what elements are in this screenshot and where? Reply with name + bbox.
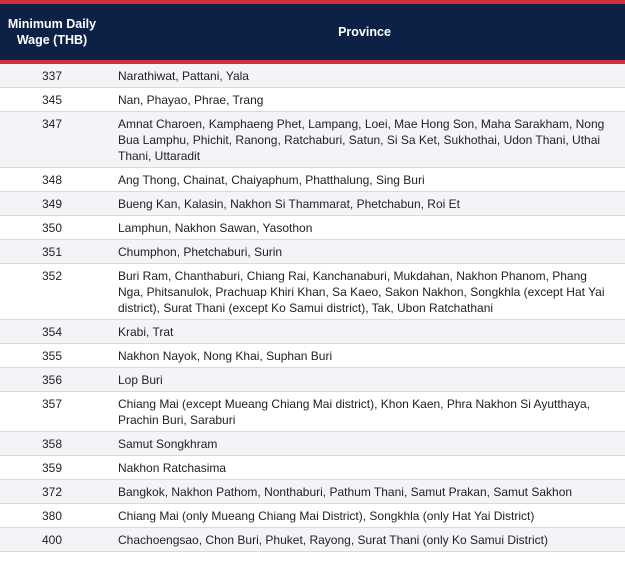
wage-cell: 357 (0, 392, 104, 432)
table-row (0, 504, 625, 528)
table-row (0, 240, 625, 264)
province-cell: Bangkok, Nakhon Pathom, Nonthaburi, Pathum Thani, Samut Prakan, Samut Sakhon (104, 480, 625, 504)
table-row (0, 432, 625, 456)
wage-column-header-label: Minimum Daily Wage (THB) (7, 17, 97, 47)
table-header (0, 4, 625, 62)
province-cell: Narathiwat, Pattani, Yala (104, 62, 625, 88)
table-body (0, 62, 625, 552)
province-cell: Nakhon Nayok, Nong Khai, Suphan Buri (104, 344, 625, 368)
province-cell: Lamphun, Nakhon Sawan, Yasothon (104, 216, 625, 240)
province-cell: Samut Songkhram (104, 432, 625, 456)
table-row (0, 344, 625, 368)
wage-cell: 351 (0, 240, 104, 264)
wage-cell: 354 (0, 320, 104, 344)
table-row (0, 112, 625, 168)
table-row (0, 392, 625, 432)
table-row (0, 368, 625, 392)
table-row (0, 528, 625, 552)
wage-cell: 348 (0, 168, 104, 192)
province-cell: Lop Buri (104, 368, 625, 392)
wage-cell: 337 (0, 62, 104, 88)
table-row (0, 192, 625, 216)
table-row (0, 264, 625, 320)
province-cell: Chumphon, Phetchaburi, Surin (104, 240, 625, 264)
table-row (0, 320, 625, 344)
province-cell: Ang Thong, Chainat, Chaiyaphum, Phatthalung, Sing Buri (104, 168, 625, 192)
province-column-header (104, 4, 625, 62)
province-cell: Chiang Mai (only Mueang Chiang Mai District), Songkhla (only Hat Yai District) (104, 504, 625, 528)
wage-cell: 345 (0, 88, 104, 112)
minimum-wage-table (0, 4, 625, 552)
table-row (0, 168, 625, 192)
wage-cell: 347 (0, 112, 104, 168)
wage-cell: 372 (0, 480, 104, 504)
table-row (0, 216, 625, 240)
wage-cell: 400 (0, 528, 104, 552)
table-row (0, 480, 625, 504)
province-cell: Buri Ram, Chanthaburi, Chiang Rai, Kanchanaburi, Mukdahan, Nakhon Phanom, Phang Nga, Phitsanulok, Prachuap Khiri Khan, Sa Kaeo, Sakon Nakhon, Songkhla (except Hat Yai district), Surat Thani (except Ko Samui district), Tak, Ubon Ratchathani (104, 264, 625, 320)
wage-column-header (0, 4, 104, 62)
province-cell: Chiang Mai (except Mueang Chiang Mai district), Khon Kaen, Phra Nakhon Si Ayutthaya, Prachin Buri, Saraburi (104, 392, 625, 432)
wage-cell: 359 (0, 456, 104, 480)
wage-cell: 380 (0, 504, 104, 528)
header-row (0, 4, 625, 62)
province-cell: Bueng Kan, Kalasin, Nakhon Si Thammarat, Phetchabun, Roi Et (104, 192, 625, 216)
table-row (0, 88, 625, 112)
wage-cell: 356 (0, 368, 104, 392)
wage-cell: 350 (0, 216, 104, 240)
province-column-header-label: Province (338, 25, 391, 39)
province-cell: Nakhon Ratchasima (104, 456, 625, 480)
wage-cell: 355 (0, 344, 104, 368)
province-cell: Amnat Charoen, Kamphaeng Phet, Lampang, Loei, Mae Hong Son, Maha Sarakham, Nong Bua Lamphu, Phichit, Ranong, Ratchaburi, Satun, Si Sa Ket, Sukhothai, Udon Thani, Uthai Thani, Uttaradit (104, 112, 625, 168)
province-cell: Chachoengsao, Chon Buri, Phuket, Rayong, Surat Thani (only Ko Samui District) (104, 528, 625, 552)
table-row (0, 456, 625, 480)
wage-cell: 349 (0, 192, 104, 216)
province-cell: Nan, Phayao, Phrae, Trang (104, 88, 625, 112)
province-cell: Krabi, Trat (104, 320, 625, 344)
table-row (0, 62, 625, 88)
wage-cell: 352 (0, 264, 104, 320)
wage-cell: 358 (0, 432, 104, 456)
